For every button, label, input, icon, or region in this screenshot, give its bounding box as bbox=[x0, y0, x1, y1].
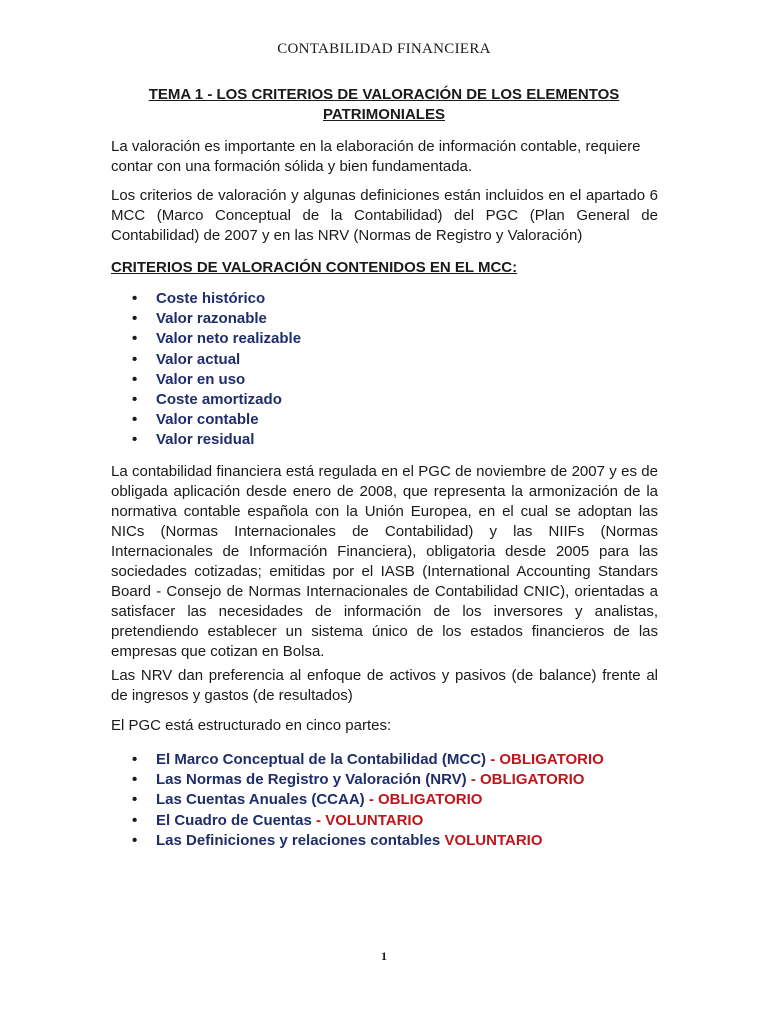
list-item bbox=[111, 390, 301, 410]
bullet-icon: • bbox=[132, 350, 138, 368]
part-status: - OBLIGATORIO bbox=[466, 771, 585, 789]
list-item bbox=[111, 811, 604, 831]
list-item bbox=[111, 289, 301, 309]
bullet-icon: • bbox=[132, 831, 138, 849]
list-item bbox=[111, 350, 301, 370]
section-heading: CRITERIOS DE VALORACIÓN CONTENIDOS EN EL MCC: bbox=[111, 259, 518, 276]
criteria-item: Valor en uso bbox=[156, 370, 246, 388]
running-header: CONTABILIDAD FINANCIERA bbox=[277, 41, 491, 57]
paragraph-nrv: Las NRV dan preferencia al enfoque de activos y pasivos (de balance) frente al de ingresos y gastos (de resultados) bbox=[111, 667, 658, 704]
bullet-icon: • bbox=[132, 811, 138, 829]
page-title: TEMA 1 - LOS CRITERIOS DE VALORACIÓN DE LOS ELEMENTOS PATRIMONIALES bbox=[148, 86, 620, 123]
criteria-item: Valor contable bbox=[156, 411, 259, 429]
page-number: 1 bbox=[381, 949, 387, 963]
list-item bbox=[111, 329, 301, 349]
criteria-item: Valor actual bbox=[156, 350, 241, 368]
criteria-item: Valor residual bbox=[156, 431, 255, 449]
bullet-icon: • bbox=[132, 390, 138, 408]
part-name: Las Normas de Registro y Valoración (NRV) bbox=[156, 771, 467, 789]
part-status: VOLUNTARIO bbox=[440, 831, 543, 849]
bullet-icon: • bbox=[132, 370, 138, 388]
list-item bbox=[111, 790, 604, 810]
part-name: El Cuadro de Cuentas bbox=[156, 811, 312, 829]
bullet-icon: • bbox=[132, 290, 138, 307]
part-status: - OBLIGATORIO bbox=[364, 791, 483, 809]
part-status: - OBLIGATORIO bbox=[486, 751, 604, 768]
part-name: El Marco Conceptual de la Contabilidad (MCC) bbox=[156, 751, 487, 768]
list-item bbox=[111, 831, 604, 851]
criteria-item: Coste histórico bbox=[156, 290, 266, 307]
list-item bbox=[111, 750, 604, 770]
list-item bbox=[111, 309, 301, 329]
bullet-icon: • bbox=[132, 791, 138, 809]
part-name: Las Cuentas Anuales (CCAA) bbox=[156, 791, 365, 809]
bullet-icon: • bbox=[132, 431, 138, 449]
part-name: Las Definiciones y relaciones contables bbox=[156, 831, 441, 849]
bullet-icon: • bbox=[132, 310, 138, 328]
list-item bbox=[111, 770, 604, 790]
criteria-list bbox=[111, 289, 301, 451]
pgc-parts-list bbox=[111, 750, 604, 851]
bullet-icon: • bbox=[132, 330, 138, 348]
paragraph-mcc: Los criterios de valoración y algunas definiciones están incluidos en el apartado 6 MCC (Marco Conceptual de la Contabilidad) del PGC (Plan General de Contabilidad) de 2007 y en las NRV (Normas de Registro y Valoración) bbox=[111, 187, 658, 244]
part-status: - VOLUNTARIO bbox=[311, 811, 424, 829]
list-item bbox=[111, 370, 301, 390]
criteria-item: Valor razonable bbox=[156, 310, 267, 328]
criteria-item: Valor neto realizable bbox=[156, 330, 302, 348]
paragraph-pgc-structure: El PGC está estructurado en cinco partes: bbox=[111, 717, 392, 734]
paragraph-intro: La valoración es importante en la elaboración de información contable, requiere contar con una formación sólida y bien fundamentada. bbox=[111, 138, 641, 175]
paragraph-regulation: La contabilidad financiera está regulada en el PGC de noviembre de 2007 y es de obligada aplicación desde enero de 2008, que representa la armonización de la normativa contable española con la Unión Europea, en el cual se adoptan las NICs (Normas Internacionales de Contabilidad) y las NIIFs (Normas Internacionales de Información Financiera), obligatoria desde 2005 para las sociedades cotizadas; emitidas por el IASB (International Accounting Standars Board - Consejo de Normas Internacionales de Contabilidad CNIC), orientadas a satisfacer las necesidades de información de los inversores y analistas, pretendiendo establecer un sistema único de los estados financieros de las empresas que cotizan en Bolsa. bbox=[111, 463, 658, 660]
bullet-icon: • bbox=[132, 411, 138, 429]
criteria-item: Coste amortizado bbox=[156, 390, 282, 408]
bullet-icon: • bbox=[132, 751, 138, 768]
list-item bbox=[111, 410, 301, 430]
bullet-icon: • bbox=[132, 771, 138, 789]
list-item bbox=[111, 430, 301, 450]
